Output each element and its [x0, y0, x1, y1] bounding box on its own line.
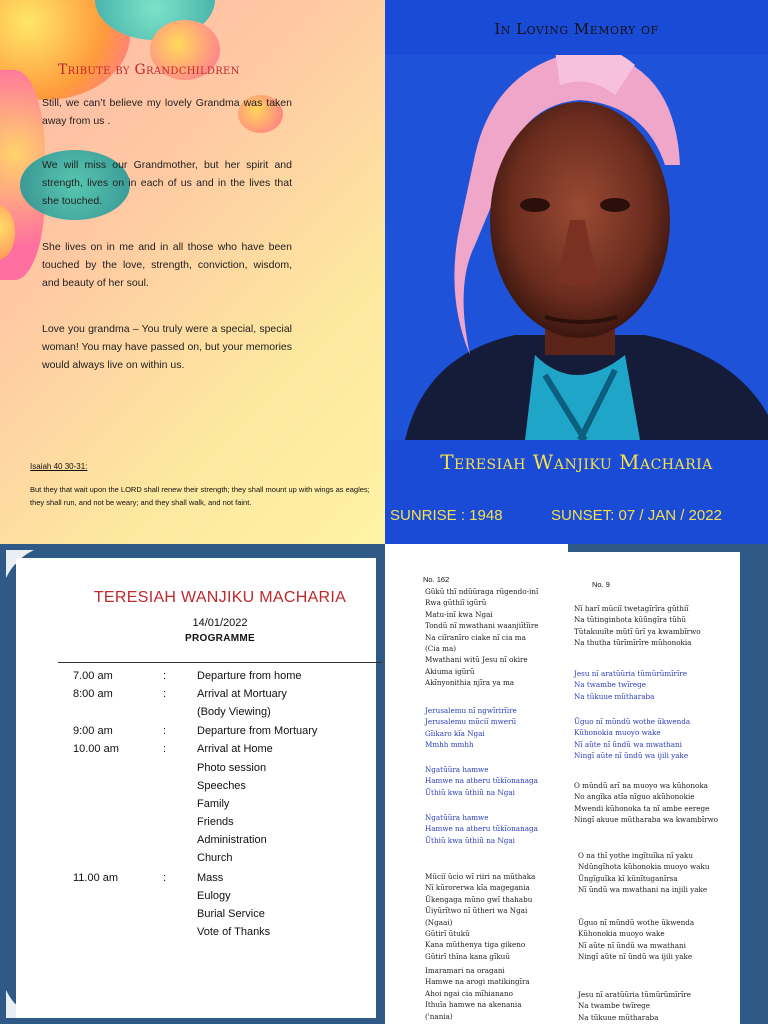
programme-time: 9:00 am: [73, 725, 113, 737]
programme-divider: [58, 662, 382, 663]
programme-activity: Vote of Thanks: [197, 926, 271, 938]
memory-title: In Loving Memory of: [494, 20, 659, 38]
portrait-photo: [385, 55, 768, 440]
ornament-corner: [4, 548, 44, 588]
programme-time: 11.00 am: [73, 872, 119, 884]
verse-reference: Isaiah 40 30-31:: [30, 462, 88, 471]
hymn-stanza: Gũkũ thĩ ndũũraga rũgendo-inĩ Rwa gũthiĩ igũrũ Matu-inĩ kwa Ngai Tondũ nĩ mwathani waanjiĩtĩire Na ciĩranĩro ciake nĩ cia ma (Cia ma) Mwathani witũ Jesu nĩ okire Akiuma igũrũ Akĩnyonithia njĩra ya ma: [425, 587, 539, 688]
hymn-stanza: Ũguo nĩ mũndũ wothe ũkwenda Kũhonokia muoyo wake Nĩ aũte nĩ ũndũ wa mwathani Ningĩ aũte nĩ ũndũ wa ijili yake: [578, 918, 695, 962]
programme-row: [73, 926, 383, 944]
programme-time: 8:00 am: [73, 688, 113, 700]
programme-separator: :: [163, 743, 167, 755]
programme-row: [73, 834, 383, 852]
programme-row: [73, 890, 383, 908]
programme-row: [73, 706, 383, 724]
programme-row: [73, 816, 383, 834]
sunset-date: SUNSET: 07 / JAN / 2022: [551, 507, 722, 524]
hymn-number: No. 162: [423, 575, 450, 584]
hymn-162-panel: [385, 544, 568, 1024]
hymn-chorus: Jesu nĩ aratũũria tũmũrũmĩrĩre Na twambe twĩrege Na tũkuue mũtharaba: [574, 669, 687, 701]
programme-activity: Departure from Mortuary: [197, 725, 318, 737]
hymn-9-panel: [568, 544, 768, 1024]
tribute-heading: Tribute by Grandchildren: [58, 62, 240, 78]
programme-row: [73, 798, 383, 816]
tribute-paragraph: Still, we can’t believe my lovely Grandma was taken away from us .: [42, 97, 292, 127]
programme-row: [73, 852, 383, 870]
programme-row: [73, 872, 383, 890]
sunrise-date: SUNRISE : 1948: [390, 507, 503, 524]
programme-row: [73, 743, 383, 761]
programme-row: [73, 908, 383, 926]
tribute-paragraph: We will miss our Grandmother, but her spirit and strength, lives on in each of us and in the lives that she touched.: [42, 159, 292, 207]
programme-activity: Arrival at Home: [197, 743, 273, 755]
programme-separator: :: [163, 872, 167, 884]
programme-activity: Administration: [197, 834, 267, 846]
verse-text: But they that wait upon the LORD shall renew their strength; they shall mount up with wings as eagles; they shall run, and not be weary; and they shall walk, and not faint.: [30, 485, 370, 507]
programme-activity: Church: [197, 852, 233, 864]
programme-activity: Speeches: [197, 780, 246, 792]
programme-activity: Arrival at Mortuary: [197, 688, 287, 700]
programme-activity: Mass: [197, 872, 224, 884]
deceased-name: Teresiah Wanjiku Macharia: [440, 450, 713, 474]
programme-separator: :: [163, 688, 167, 700]
tribute-panel: [0, 0, 385, 544]
hymn-chorus: Ngatũũra hamwe Hamwe na atheru tũkĩonanaga Ũthiũ kwa ũthiũ na Ngai: [425, 813, 538, 845]
ornament-corner: [4, 980, 44, 1020]
programme-separator: :: [163, 725, 167, 737]
programme-row: [73, 780, 383, 798]
programme-activity: Friends: [197, 816, 234, 828]
hymn-stanza: Mũciĩ ũcio wĩ riiri na mũthaka Nĩ kũrorerwa kĩa magegania Ũkengaga mũno gwĩ thahabu Ũiyũrĩtwo nĩ ũtheri wa Ngai (Ngaai) Gũtirĩ ũtukũ Kana mũthenya tiga gikeno Gũtirĩ thĩna kana gĩkuũ: [425, 872, 536, 961]
programme-activity: Photo session: [197, 762, 267, 774]
programme-deceased-name: TERESIAH WANJIKU MACHARIA: [93, 589, 347, 606]
programme-activity: Burial Service: [197, 908, 265, 920]
hymn-chorus: Ngatũũra hamwe Hamwe na atheru tũkĩonanaga Ũthiũ kwa ũthiũ na Ngai: [425, 765, 538, 797]
programme-row: [73, 762, 383, 780]
hymn-stanza: Nĩ harĩ mũciĩ twetagĩrĩra gũthiĩ Na tũtinginhota kũũngĩra tũhũ Tũtakuuĩte mũtĩ ũrĩ ya kwambĩrwo Na thutha tũrĩmĩrĩre mũhonokia: [574, 604, 701, 648]
programme-panel: [0, 544, 385, 1024]
programme-row: [73, 670, 383, 688]
hymn-stanza: O mũndũ arĩ na muoyo wa kũhonoka No angĩka atĩa nĩguo akũhonokie Mwendi kũhonoka ta nĩ ambe eerege Ningĩ akuue mũtharaba wa kwambĩrwo: [574, 781, 719, 825]
tribute-paragraph: Love you grandma – You truly were a special, special woman! You may have passed on, but your memories would always live on within us.: [42, 323, 292, 371]
hymn-chorus: Ũguo nĩ mũndũ wothe ũkwenda Kũhonokia muoyo wake Nĩ aũte nĩ ũndũ wa mwathani Ningĩ aũte nĩ ũndũ wa ijili yake: [574, 717, 691, 761]
programme-activity: (Body Viewing): [197, 706, 271, 718]
hymn-number: No. 9: [592, 580, 610, 589]
programme-separator: :: [163, 670, 167, 682]
programme-activity: Family: [197, 798, 230, 810]
hymn-stanza: Jesu nĩ aratũũria tũmũrũmĩrĩre Na twambe twĩrege Na tũkuue mũtharaba: [578, 990, 691, 1022]
hymn-stanza: Imaramari na oragani Hamwe na arogi matikingĩra Ahoi ngai cia mĩhianano Ithuĩa hamwe na akenania ('nania): [425, 966, 530, 1021]
programme-activity: Eulogy: [197, 890, 231, 902]
programme-activity: Departure from home: [197, 670, 302, 682]
programme-row: [73, 688, 383, 706]
programme-date: 14/01/2022: [192, 617, 248, 629]
tribute-paragraph: She lives on in me and in all those who have been touched by the love, strength, conviction, wisdom, and beauty of her soul.: [42, 241, 292, 289]
hymn-stanza: O na thĩ yothe ingĩtuĩka nĩ yaku Ndũngĩhota kũhonokia muoyo waku Ũngĩguĩka kĩ kũnĩtuganĩrsa Nĩ ũndũ wa mwathani na injili yake: [578, 851, 710, 895]
programme-title: PROGRAMME: [185, 633, 255, 644]
hymn-chorus: Jerusalemu nĩ ngwĩrirĩire Jerusalemu mũciĩ mwerũ Gĩikaro kĩa Ngai Mmhh mmhh: [425, 706, 517, 750]
programme-time: 7.00 am: [73, 670, 113, 682]
memory-panel: [385, 0, 768, 544]
programme-row: [73, 725, 383, 743]
programme-time: 10.00 am: [73, 743, 119, 755]
